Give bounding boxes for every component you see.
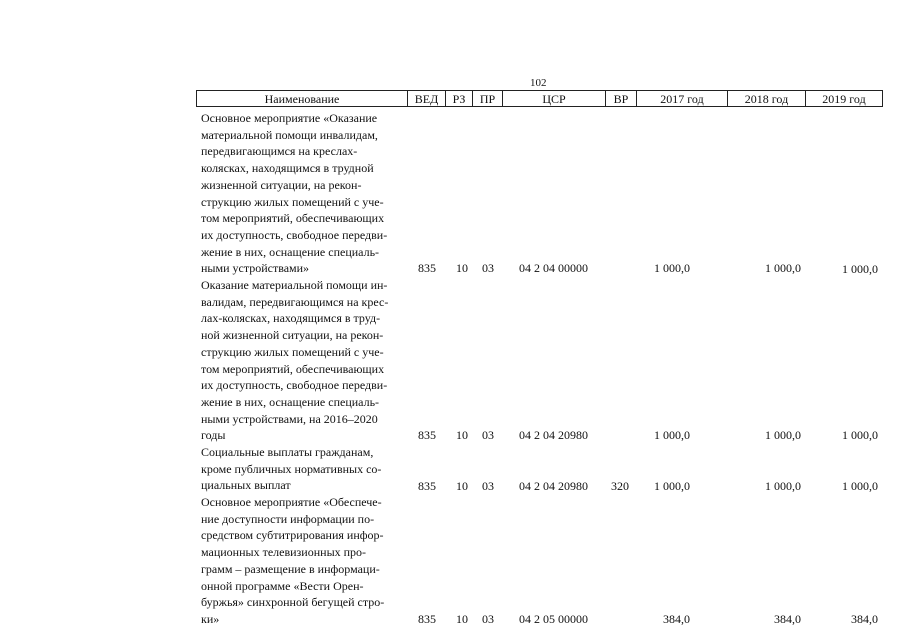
row-csr: 04 2 04 20980 <box>519 479 588 493</box>
row-pr: 03 <box>482 612 494 626</box>
row-ved: 835 <box>418 428 436 442</box>
row-name: Оказание материальной помощи ин- валидам, передвигающимся на крес- лах-колясках, находящимся в труд- ной жизненной ситуации, на рекон- струкцию жилых помещений с уче- том мероприятий, обеспечивающих их доступность, свободное передви- жение в них, оснащение специаль- ными устройствами, на 2016–2020 годы <box>201 278 389 443</box>
header-2017: 2017 год <box>637 91 728 106</box>
row-csr: 04 2 04 00000 <box>519 261 588 275</box>
header-ved: ВЕД <box>408 91 446 106</box>
header-2019: 2019 год <box>822 92 866 106</box>
row-name: Основное мероприятие «Оказание материальной помощи инвалидам, передвигающимся на креслах- колясках, находящимся в трудной жизненной ситуации, на рекон- струкцию жилых помещений с уче- том мероприятий, обеспечивающих их доступность, свободное передви- жение в них, оснащение специаль- ными устройствами» <box>201 111 388 276</box>
row-2019: 1 000,0 <box>842 428 878 442</box>
header-rz: РЗ <box>446 91 473 106</box>
row-vr: 320 <box>611 479 629 493</box>
page-number: 102 <box>530 77 547 89</box>
header-2018: 2018 год <box>728 91 806 106</box>
row-2017: 1 000,0 <box>654 479 690 493</box>
row-ved: 835 <box>418 479 436 493</box>
row-2018: 384,0 <box>774 612 801 626</box>
header-vr: ВР <box>606 91 637 106</box>
header-name: Наименование <box>197 91 408 106</box>
row-2017: 1 000,0 <box>654 261 690 275</box>
row-rz: 10 <box>456 612 468 626</box>
row-2019: 1 000,0 <box>842 262 878 276</box>
row-pr: 03 <box>482 428 494 442</box>
row-2017: 1 000,0 <box>654 428 690 442</box>
row-rz: 10 <box>456 261 468 275</box>
row-2017: 384,0 <box>663 612 690 626</box>
row-name: Основное мероприятие «Обеспече- ние доступности информации по- средством субтитрирования инфор- мационных телевизионных про- грамм – размещение в информаци- онной программе «Вести Орен- буржья» синхронной бегущей стро- ки» <box>201 495 385 626</box>
row-2019: 384,0 <box>851 612 878 626</box>
row-ved: 835 <box>418 261 436 275</box>
row-pr: 03 <box>482 261 494 275</box>
row-2019: 1 000,0 <box>842 479 878 493</box>
row-pr: 03 <box>482 479 494 493</box>
row-2018: 1 000,0 <box>765 428 801 442</box>
row-rz: 10 <box>456 428 468 442</box>
header-pr: ПР <box>473 91 503 106</box>
row-name: Социальные выплаты гражданам, кроме публичных нормативных со- циальных выплат <box>201 445 382 493</box>
row-csr: 04 2 05 00000 <box>519 612 588 626</box>
row-2018: 1 000,0 <box>765 479 801 493</box>
row-2018: 1 000,0 <box>765 261 801 275</box>
row-rz: 10 <box>456 479 468 493</box>
row-csr: 04 2 04 20980 <box>519 428 588 442</box>
header-csr: ЦСР <box>503 91 606 106</box>
table-header <box>196 90 883 107</box>
row-ved: 835 <box>418 612 436 626</box>
